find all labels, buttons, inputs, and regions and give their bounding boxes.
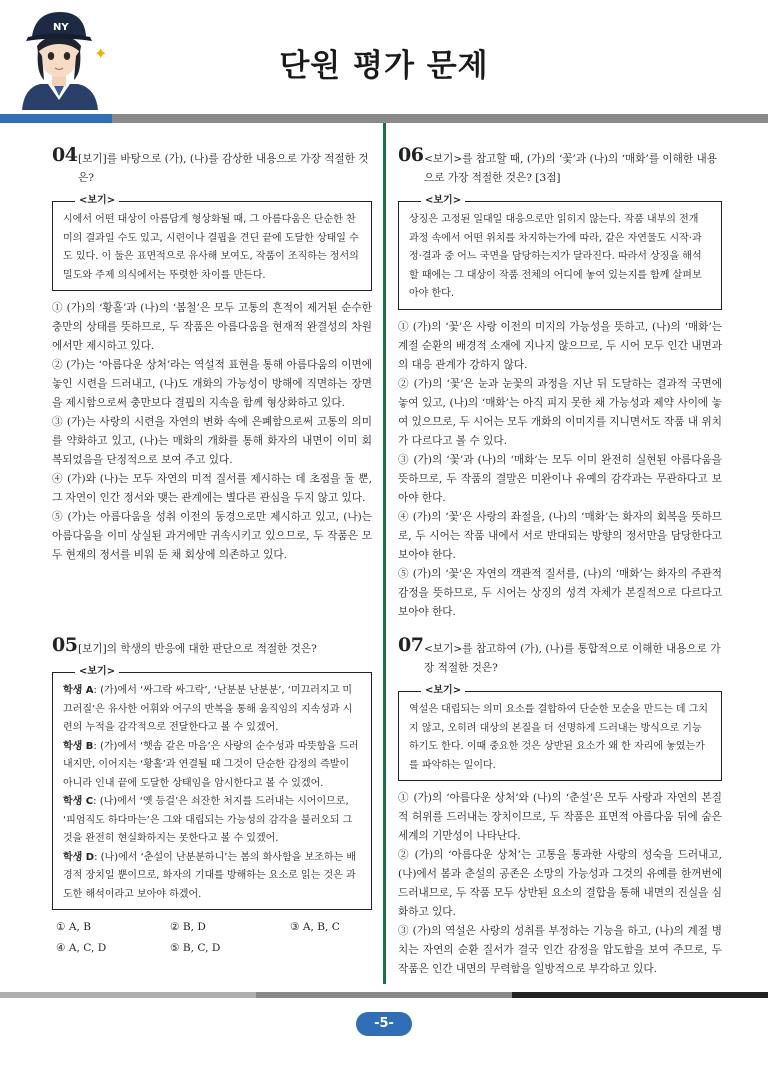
answer-choice[interactable]: ② B, D	[170, 921, 206, 933]
bogi-text: 역설은 대립되는 의미 요소를 결합하여 단순한 모순을 만드는 데 그치지 않고, 오히려 대상의 본질을 더 선명하게 드러내는 방식으로 기능하기도 한다. 이때 중요한 것은 상반된 요소가 왜 한 자리에 놓였는가를 파악하는 일이다.	[409, 704, 709, 771]
question-stem: <보기>를 참고하여 (가), (나)를 통합적으로 이해한 내용으로 가장 적절한 것은?	[424, 643, 721, 674]
student-name: 학생 D	[63, 851, 95, 863]
student-response	[63, 793, 361, 849]
bogi-label: <보기>	[75, 193, 119, 209]
bogi-box	[398, 195, 722, 310]
answer-option[interactable]: ① (가)의 ‘꽃’은 사랑 이전의 미지의 가능성을 뜻하고, (나)의 ‘매화’는 계절 순환의 배경적 소재에 지나지 않으므로, 두 시어 모두 인간 내면과의 대응 관계가 강하지 않다.	[398, 320, 722, 371]
question-stem: [보기]를 바탕으로 (가), (나)를 감상한 내용으로 가장 적절한 것은?	[78, 153, 369, 184]
page-header	[0, 0, 768, 122]
answer-option[interactable]: ④ (가)의 ‘꽃’은 사랑의 좌절을, (나)의 ‘매화’는 화자의 회복을 뜻하므로, 두 시어는 작품 내에서 서로 반대되는 방향의 정서만을 담당한다고 보아야 한다.	[398, 510, 722, 561]
student-response	[63, 738, 361, 794]
question-04	[52, 144, 372, 565]
answer-option[interactable]: ② (가)의 ‘꽃’은 눈과 눈꽃의 과정을 지난 뒤 도달하는 결과적 국면에 놓여 있고, (나)의 ‘매화’는 아직 피지 못한 채 가능성과 제약 사이에 놓여 있으므로, 두 시어는 모두 개화의 이미지를 지니면서도 작품 내 위치가 다르다고 볼 수 있다.	[398, 377, 722, 447]
footer-bar	[512, 992, 768, 998]
header-rule-accent	[0, 114, 112, 123]
question-number: 04	[52, 144, 78, 166]
bogi-text: 시에서 어떤 대상이 아름답게 형상화될 때, 그 아름다움은 단순한 찬미의 결과일 수도 있고, 시련이나 결핍을 견딘 끝에 도달한 상태일 수도 있다. 이 둘은 표면적으로 유사해 보여도, 작품이 조직하는 정서의 밀도와 주제 의식에서는 뚜렷한 차이를 만든다.	[63, 214, 359, 281]
student-response	[63, 849, 361, 905]
footer-bar	[256, 992, 512, 998]
student-response-text: : (가)에서 ‘싸그락 싸그락’, ‘난분분 난분분’, ‘미끄러지고 미끄러질’은 유사한 어휘와 어구의 반복을 통해 움직임의 지속성과 시련의 누적을 감각적으로 전달한다고 볼 수 있겠어.	[63, 685, 353, 733]
question-header	[398, 144, 722, 188]
column-divider	[383, 123, 386, 984]
answer-choice[interactable]: ③ A, B, C	[290, 921, 340, 933]
answer-option[interactable]: ② (가)는 ‘아름다운 상처’라는 역설적 표현을 통해 아름다움의 이면에 놓인 시련을 드러내고, (나)도 개화의 가능성이 방해에 직면하는 장면을 제시함으로써 충만보다 결핍의 지속을 함께 형상화하고 있다.	[52, 359, 372, 409]
answer-option[interactable]: ⑤ (가)의 ‘꽃’은 자연의 객관적 질서를, (나)의 ‘매화’는 화자의 주관적 감정을 뜻하므로, 두 시어는 상징의 성격 자체가 본질적으로 다르다고 보아야 한다.	[398, 567, 722, 618]
question-header	[398, 634, 722, 678]
answer-choice[interactable]: ④ A, C, D	[56, 942, 107, 954]
student-response-text: : (가)에서 ‘햇솜 같은 마음’은 사랑의 순수성과 따뜻함을 드러내지만, 이어지는 ‘황홀’과 연결될 때 그것이 단순한 감정의 즉발이 아니라 인내 끝에 도달한 상태임을 암시한다고 볼 수 있겠어.	[63, 740, 359, 789]
bogi-box	[398, 685, 722, 781]
bogi-label: <보기>	[421, 683, 465, 699]
bogi-box	[52, 195, 372, 291]
answer-option[interactable]: ③ (가)의 ‘꽃’과 (나)의 ‘매화’는 모두 이미 완전히 실현된 아름다움을 뜻하므로, 두 작품의 결말은 미완이나 유예의 감각과는 무관하다고 보아야 한다.	[398, 453, 722, 504]
question-number: 07	[398, 634, 424, 656]
answer-option[interactable]: ② (가)의 ‘아름다운 상처’는 고통을 통과한 사랑의 성숙을 드러내고, (나)에서 봄과 춘설의 공존은 소망의 가능성과 그것의 유예를 한꺼번에 드러내므로, 두 작품 모두 상반된 요소의 결합을 통해 내면의 진실을 심화하고 있다.	[398, 849, 722, 918]
answer-option[interactable]: ① (가)의 ‘아름다운 상처’와 (나)의 ‘춘설’은 모두 사랑과 자연의 본질적 허위를 드러내는 장치이므로, 두 작품은 표면적 아름다움 뒤에 숨은 세계의 기만성이 나타난다.	[398, 792, 722, 842]
answer-option[interactable]: ④ (가)와 (나)는 모두 자연의 미적 질서를 제시하는 데 초점을 둘 뿐, 그 자연이 인간 정서와 맺는 관계에는 별다른 관심을 두지 않고 있다.	[52, 473, 372, 504]
student-response-text: : (나)에서 ‘춘설이 난분분하니’는 봄의 화사함을 보조하는 배경적 장치일 뿐이므로, 화자의 기대를 방해하는 요소로 읽는 것은 과도한 해석이라고 보아야 하겠어.	[63, 851, 357, 900]
question-number: 06	[398, 144, 424, 166]
answer-choice[interactable]: ⑤ B, C, D	[170, 942, 221, 954]
question-stem: [보기]의 학생의 반응에 대한 판단으로 적절한 것은?	[78, 643, 317, 655]
question-header	[52, 634, 372, 659]
student-name: 학생 B	[63, 740, 94, 752]
student-name: 학생 A	[63, 685, 94, 696]
svg-text:NY: NY	[53, 22, 69, 33]
bogi-label: <보기>	[421, 193, 465, 209]
question-05	[52, 634, 372, 958]
answer-choices	[56, 918, 372, 958]
answer-option[interactable]: ③ (가)는 사랑의 시련을 자연의 변화 속에 은폐함으로써 고통의 의미를 약화하고 있고, (나)는 매화의 개화를 통해 화자의 내면이 이미 회복되었음을 단정적으로 보여 주고 있다.	[52, 416, 372, 466]
question-06	[398, 144, 722, 622]
answer-choice[interactable]: ① A, B	[56, 921, 92, 933]
student-response-text: : (나)에서 ‘옛 등걸’은 쇠잔한 처지를 드러내는 시어이므로, ‘피엄직도 하다마는’은 그와 대립되는 가능성의 감각을 불러오되 그것을 완전히 현실화하지는 못한다고 볼 수 있겠어.	[63, 796, 353, 844]
answer-option[interactable]: ⑤ (가)는 아름다움을 성취 이전의 동경으로만 제시하고 있고, (나)는 아름다움을 이미 상실된 과거에만 귀속시키고 있으므로, 두 작품은 모두 현재의 정서를 비워 둔 채 회상에 의존하고 있다.	[52, 511, 372, 561]
header-rule	[112, 114, 768, 123]
question-07	[398, 634, 722, 979]
answer-option[interactable]: ③ (가)의 역설은 사랑의 성취를 부정하는 기능을 하고, (나)의 계절 병치는 자연의 순환 질서가 결국 인간 감정을 압도함을 보여 주므로, 두 작품은 인간 내면의 무력함을 일방적으로 부각하고 있다.	[398, 925, 722, 975]
student-response	[63, 682, 361, 738]
page-title: 단원 평가 문제	[279, 48, 489, 84]
answer-option[interactable]: ① (가)의 ‘황홀’과 (나)의 ‘봄철’은 모두 고통의 흔적이 제거된 순수한 충만의 상태를 뜻하므로, 두 작품은 아름다움을 현재적 완결성의 차원에서만 제시하고 있다.	[52, 302, 372, 352]
student-name: 학생 C	[63, 796, 94, 807]
question-stem: <보기>를 참고할 때, (가)의 ‘꽃’과 (나)의 ‘매화’를 이해한 내용으로 가장 적절한 것은? [3점]	[424, 153, 717, 184]
page-number: -5-	[356, 1012, 412, 1036]
bogi-label: <보기>	[75, 664, 119, 680]
question-number: 05	[52, 634, 78, 656]
bogi-box	[52, 666, 372, 910]
footer-bar	[0, 992, 256, 998]
bogi-text: 상징은 고정된 일대일 대응으로만 읽히지 않는다. 작품 내부의 전개 과정 속에서 어떤 위치를 차지하는가에 따라, 같은 자연물도 시작·과정·결과 중 어느 국면을 담당하는지가 달라진다. 따라서 상징을 해석할 때에는 그 대상이 작품 전체의 어디에 놓여 있는지를 함께 살펴보아야 한다.	[409, 214, 702, 299]
question-header	[52, 144, 372, 188]
sparkle-icon: ✦	[94, 44, 108, 63]
